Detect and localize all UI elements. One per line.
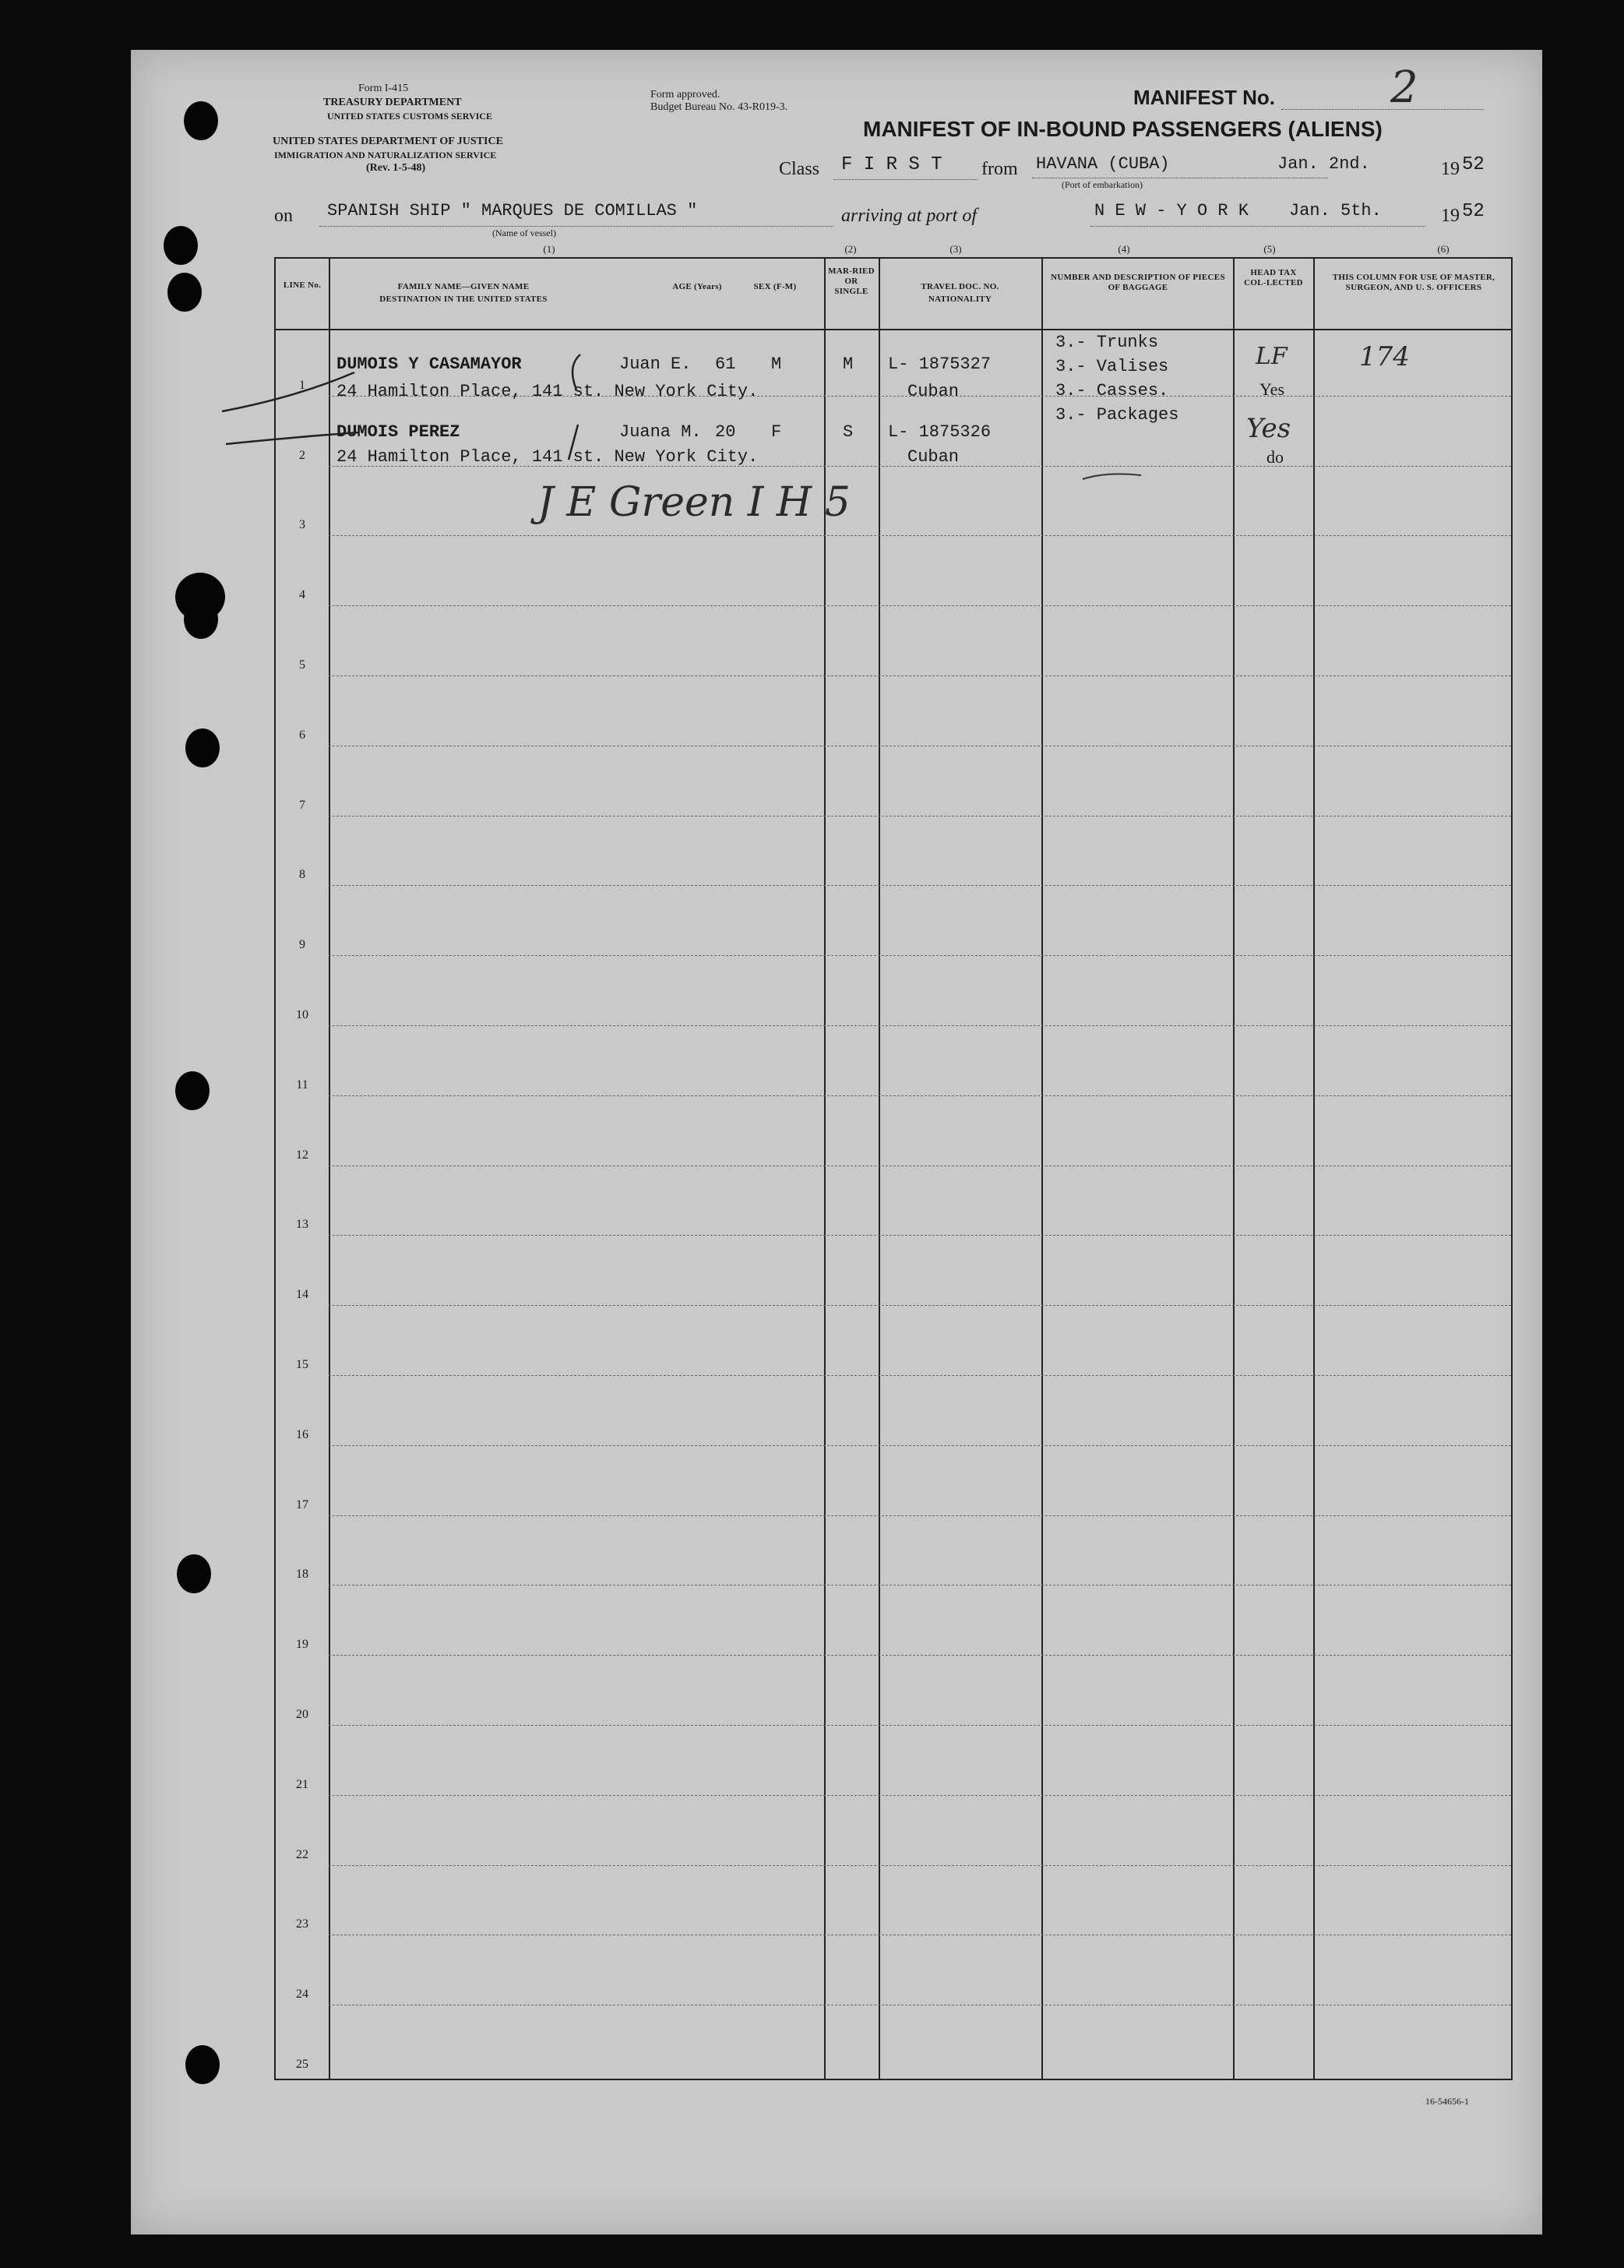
col-head-destination: DESTINATION IN THE UNITED STATES — [379, 295, 548, 304]
justice-label: UNITED STATES DEPARTMENT OF JUSTICE — [273, 136, 503, 147]
col-divider — [1233, 257, 1235, 2079]
line-number: 8 — [299, 868, 305, 881]
col-head-baggage: NUMBER AND DESCRIPTION OF PIECES OF BAGGAGE — [1051, 273, 1225, 292]
row-line — [329, 1235, 1511, 1236]
officer-note: 174 — [1359, 341, 1410, 372]
line-number: 25 — [296, 2058, 308, 2071]
col-num-3: (3) — [949, 243, 962, 255]
arrival-underline — [1090, 226, 1425, 227]
binder-hole — [184, 101, 218, 140]
line-number: 2 — [299, 449, 305, 462]
col-num-6: (6) — [1437, 243, 1450, 255]
line-number: 10 — [296, 1008, 308, 1021]
col-head-officers: THIS COLUMN FOR USE OF MASTER, SURGEON, AND U. S. OFFICERS — [1332, 273, 1495, 292]
from-label: from — [981, 159, 1018, 179]
vessel-underline — [319, 226, 833, 227]
table-left-border — [274, 257, 276, 2079]
binder-hole — [185, 728, 220, 767]
col-num-5: (5) — [1263, 243, 1276, 255]
passenger-address: 24 Hamilton Place, 141 st. New York City. — [336, 382, 759, 401]
handwritten-initials: LF — [1256, 343, 1288, 370]
ins-label: IMMIGRATION AND NATURALIZATION SERVICE — [274, 150, 497, 160]
year-value: 52 — [1462, 154, 1485, 175]
row-line — [329, 1375, 1511, 1376]
passenger-given-name: Juana M. — [619, 422, 702, 442]
row-line — [329, 535, 1511, 536]
passenger-sex: M — [771, 354, 782, 374]
passenger-surname: DUMOIS PEREZ — [336, 422, 460, 442]
binder-hole — [184, 600, 218, 639]
print-code: 16-54656-1 — [1425, 2096, 1469, 2107]
baggage-item: 3.- Valises — [1055, 357, 1169, 376]
line-number: 12 — [296, 1148, 308, 1162]
rev-label: (Rev. 1-5-48) — [366, 162, 426, 174]
treasury-label: TREASURY DEPARTMENT — [323, 97, 462, 108]
port-caption: (Port of embarkation) — [1062, 179, 1143, 190]
col-head-sex: SEX (F-M) — [753, 282, 797, 291]
passenger-marital: S — [843, 422, 854, 442]
row-line — [329, 1445, 1511, 1446]
customs-label: UNITED STATES CUSTOMS SERVICE — [327, 111, 492, 122]
line-number: 16 — [296, 1428, 308, 1441]
line-number: 13 — [296, 1218, 308, 1231]
passenger-sex: F — [771, 422, 782, 442]
passenger-age: 20 — [715, 422, 736, 442]
line-number: 15 — [296, 1358, 308, 1371]
line-number: 22 — [296, 1848, 308, 1861]
year2-prefix: 19 — [1441, 206, 1460, 226]
year2-value: 52 — [1462, 201, 1485, 222]
year-prefix: 19 — [1441, 159, 1460, 179]
baggage-item: 3.- Trunks — [1055, 333, 1159, 352]
col-divider — [824, 257, 826, 2079]
line-number: 6 — [299, 728, 305, 742]
baggage-item: 3.- Casses. — [1055, 381, 1169, 400]
arrival-date: Jan. 5th. — [1289, 201, 1382, 220]
manifest-page — [131, 50, 1542, 2234]
col-divider — [879, 257, 880, 2079]
col-head-married: MAR-RIED OR SINGLE — [828, 266, 875, 296]
table-header-border — [274, 329, 1513, 330]
binder-hole — [177, 1554, 211, 1593]
budget-label: Budget Bureau No. 43-R019-3. — [650, 101, 788, 113]
col-divider — [1313, 257, 1315, 2079]
col-divider — [1041, 257, 1043, 2079]
line-number: 19 — [296, 1638, 308, 1651]
arrival-port: N E W - Y O R K — [1094, 201, 1249, 220]
row-line — [329, 675, 1511, 676]
line-number: 23 — [296, 1917, 308, 1931]
col-head-head-tax: HEAD TAX COL-LECTED — [1244, 268, 1303, 287]
table-top-border — [274, 257, 1513, 259]
row-line — [329, 1655, 1511, 1656]
class-label: Class — [779, 159, 820, 179]
line-number: 9 — [299, 938, 305, 951]
vessel-caption: (Name of vessel) — [492, 228, 556, 238]
row-line — [329, 955, 1511, 956]
row-line — [329, 1795, 1511, 1796]
manifest-no-underline — [1281, 109, 1484, 110]
line-number: 5 — [299, 658, 305, 672]
manifest-no-value: 2 — [1390, 62, 1418, 113]
passenger-marital: M — [843, 354, 854, 374]
head-tax: Yes — [1259, 379, 1285, 399]
line-number: 21 — [296, 1778, 308, 1791]
form-id: Form I-415 — [358, 83, 409, 94]
line-number: 24 — [296, 1988, 308, 2001]
col-head-travel-doc: TRAVEL DOC. NO. — [921, 282, 999, 291]
binder-hole — [164, 226, 198, 265]
row-line — [329, 1725, 1511, 1726]
line-number: 1 — [299, 379, 305, 392]
line-number: 17 — [296, 1498, 308, 1511]
col-num-2: (2) — [844, 243, 857, 255]
passenger-given-name: Juan E. — [619, 354, 692, 374]
col-head-line-no: LINE No. — [283, 280, 322, 290]
row-line — [329, 1865, 1511, 1866]
line-number: 3 — [299, 518, 305, 531]
row-line — [329, 1515, 1511, 1516]
row-line — [329, 816, 1511, 817]
binder-hole — [167, 273, 202, 312]
arriving-label: arriving at port of — [841, 206, 978, 226]
on-label: on — [274, 206, 293, 226]
col-head-name: FAMILY NAME—GIVEN NAME — [397, 282, 530, 291]
line-number: 7 — [299, 799, 305, 812]
head-tax: Yes — [1246, 413, 1291, 444]
head-tax-ditto: do — [1266, 447, 1284, 467]
passenger-age: 61 — [715, 354, 736, 374]
col-num-1: (1) — [543, 243, 555, 255]
passenger-nationality: Cuban — [907, 382, 960, 401]
class-value: F I R S T — [841, 154, 942, 175]
line-number: 18 — [296, 1568, 308, 1581]
manifest-title: MANIFEST OF IN-BOUND PASSENGERS (ALIENS) — [863, 117, 1383, 141]
line-number: 14 — [296, 1288, 308, 1301]
col-head-age: AGE (Years) — [672, 282, 722, 291]
from-value: HAVANA (CUBA) — [1036, 154, 1170, 174]
line-number: 4 — [299, 588, 305, 601]
col-head-nationality: NATIONALITY — [928, 295, 992, 304]
col-num-4: (4) — [1118, 243, 1130, 255]
col-divider — [329, 257, 330, 2079]
inspector-signature: J E Green I H 5 — [537, 479, 851, 526]
table-bottom-border — [274, 2079, 1513, 2080]
vessel-name: SPANISH SHIP " MARQUES DE COMILLAS " — [327, 201, 698, 220]
table-right-border — [1511, 257, 1513, 2079]
binder-hole — [175, 1071, 210, 1110]
passenger-nationality: Cuban — [907, 447, 960, 467]
manifest-no-label: MANIFEST No. — [1133, 86, 1275, 109]
line-number: 11 — [296, 1078, 308, 1092]
binder-hole — [185, 2045, 220, 2084]
row-line — [329, 885, 1511, 886]
approved-label: Form approved. — [650, 89, 720, 101]
row-line — [329, 1025, 1511, 1026]
class-underline — [833, 179, 978, 180]
passenger-doc: L- 1875327 — [888, 354, 992, 374]
baggage-item: 3.- Packages — [1055, 405, 1179, 425]
passenger-doc: L- 1875326 — [888, 422, 992, 442]
passenger-surname: DUMOIS Y CASAMAYOR — [336, 354, 522, 374]
line-number: 20 — [296, 1708, 308, 1721]
row-line — [329, 1305, 1511, 1306]
embark-date: Jan. 2nd. — [1277, 154, 1370, 174]
row-line — [329, 1095, 1511, 1096]
row-line — [329, 605, 1511, 606]
passenger-address: 24 Hamilton Place, 141 st. New York City. — [336, 447, 759, 467]
